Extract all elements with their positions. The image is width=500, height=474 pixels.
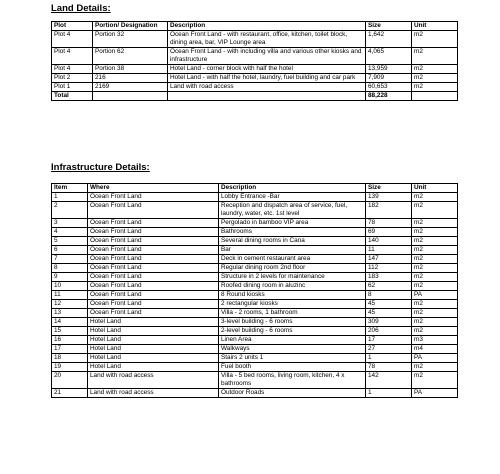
table-cell (93, 92, 168, 101)
cell-col-1: 5 (52, 237, 88, 246)
cell-col-1: 1 (52, 193, 88, 202)
cell-col-4: 7,909 (366, 74, 412, 83)
land-heading: Land Details: (51, 3, 111, 14)
cell-col-1: 9 (52, 273, 88, 282)
cell-col-3: Roofed dining room in aluzinc (219, 282, 366, 291)
cell-col-5: m3 (412, 336, 458, 345)
table-row (52, 291, 458, 300)
table-row (52, 309, 458, 318)
cell-col-1: 18 (52, 354, 88, 363)
cell-col-3: Hotel Land - corner block with half the hotel (168, 65, 366, 74)
cell-col-4: 112 (366, 264, 412, 273)
cell-col-3: Bathrooms (219, 228, 366, 237)
cell-col-4: 45 (366, 309, 412, 318)
cell-col-2: Hotel Land (88, 336, 219, 345)
cell-col-4: 17 (366, 336, 412, 345)
cell-col-2: 2169 (93, 83, 168, 92)
cell-col-2: Portion 62 (93, 48, 168, 65)
cell-col-1: 21 (52, 389, 88, 398)
table-row (52, 31, 458, 48)
infrastructure-details-table (51, 183, 458, 398)
cell-col-2: Ocean Front Land (88, 202, 219, 219)
cell-col-4: 27 (366, 345, 412, 354)
cell-col-2: Hotel Land (88, 354, 219, 363)
header-plot: Plot (52, 22, 93, 31)
total-label: Total (52, 92, 93, 101)
cell-col-5: m2 (412, 219, 458, 228)
table-row (52, 282, 458, 291)
cell-col-2: Ocean Front Land (88, 228, 219, 237)
total-value: 88,228 (366, 92, 412, 101)
cell-col-4: 206 (366, 327, 412, 336)
cell-col-2: 216 (93, 74, 168, 83)
cell-col-5: m2 (412, 193, 458, 202)
table-row (52, 363, 458, 372)
cell-col-4: 4,065 (366, 48, 412, 65)
cell-col-3: Several dining rooms in Cana (219, 237, 366, 246)
cell-col-3: 3-level building - 6 rooms (219, 318, 366, 327)
cell-col-4: 1,642 (366, 31, 412, 48)
cell-col-2: Ocean Front Land (88, 282, 219, 291)
cell-col-3: Lobby Entrance -Bar (219, 193, 366, 202)
table-row (52, 202, 458, 219)
cell-col-3: Regular dining room 2nd floor (219, 264, 366, 273)
table-row (52, 389, 458, 398)
cell-col-3: 2 rectangular kiosks (219, 300, 366, 309)
infrastructure-heading: Infrastructure Details: (51, 162, 150, 173)
cell-col-5: m2 (412, 237, 458, 246)
cell-col-5: m2 (412, 48, 458, 65)
cell-col-5: m2 (412, 246, 458, 255)
cell-col-4: 182 (366, 202, 412, 219)
header-description: Description (219, 184, 366, 193)
cell-col-2: Ocean Front Land (88, 219, 219, 228)
cell-col-4: 147 (366, 255, 412, 264)
cell-col-2: Hotel Land (88, 363, 219, 372)
cell-col-1: 10 (52, 282, 88, 291)
cell-col-4: 142 (366, 372, 412, 389)
cell-col-3: Walkways (219, 345, 366, 354)
table-row (52, 327, 458, 336)
header-portion: Portion/ Designation (93, 22, 168, 31)
cell-col-5: m2 (412, 74, 458, 83)
cell-col-3: Structure in 2 levels for maintenance (219, 273, 366, 282)
header-description: Description (168, 22, 366, 31)
cell-col-4: 140 (366, 237, 412, 246)
total-row (52, 92, 458, 101)
cell-col-2: Portion 38 (93, 65, 168, 74)
cell-col-3: Stairs 2 units 1 (219, 354, 366, 363)
header-where: Where (88, 184, 219, 193)
cell-col-4: 78 (366, 219, 412, 228)
cell-col-4: 139 (366, 193, 412, 202)
cell-col-3: Ocean Front Land - with restaurant, office, kitchen, toilet block, dining area, bar, VIP Lounge area (168, 31, 366, 48)
table-row (52, 345, 458, 354)
cell-col-5: m2 (412, 309, 458, 318)
cell-col-3: Hotel Land - with half the hotel, laundry, fuel building and car park (168, 74, 366, 83)
cell-col-5: m2 (412, 255, 458, 264)
table-header-row (52, 184, 458, 193)
cell-col-2: Ocean Front Land (88, 291, 219, 300)
cell-col-2: Land with road access (88, 372, 219, 389)
cell-col-2: Ocean Front Land (88, 309, 219, 318)
cell-col-5: m2 (412, 264, 458, 273)
cell-col-3: Land with road access (168, 83, 366, 92)
cell-col-3: Deck in cement restaurant area (219, 255, 366, 264)
table-row (52, 74, 458, 83)
table-row (52, 193, 458, 202)
cell-col-5: PA (412, 291, 458, 300)
table-cell (412, 92, 458, 101)
cell-col-5: m2 (412, 282, 458, 291)
cell-col-5: m2 (412, 363, 458, 372)
cell-col-5: m2 (412, 83, 458, 92)
cell-col-4: 69 (366, 228, 412, 237)
cell-col-5: m2 (412, 273, 458, 282)
cell-col-1: 11 (52, 291, 88, 300)
cell-col-5: m2 (412, 327, 458, 336)
land-details-table (51, 21, 458, 101)
cell-col-3: 2-level building - 6 rooms (219, 327, 366, 336)
cell-col-1: 2 (52, 202, 88, 219)
header-unit: Unit (412, 184, 458, 193)
cell-col-2: Hotel Land (88, 345, 219, 354)
cell-col-1: 7 (52, 255, 88, 264)
table-row (52, 237, 458, 246)
cell-col-2: Ocean Front Land (88, 237, 219, 246)
cell-col-1: Plot 4 (52, 48, 93, 65)
table-row (52, 246, 458, 255)
cell-col-1: Plot 4 (52, 31, 93, 48)
table-row (52, 264, 458, 273)
cell-col-2: Ocean Front Land (88, 255, 219, 264)
cell-col-5: m2 (412, 65, 458, 74)
cell-col-4: 183 (366, 273, 412, 282)
table-row (52, 48, 458, 65)
cell-col-4: 60,653 (366, 83, 412, 92)
cell-col-4: 1 (366, 354, 412, 363)
cell-col-3: Reception and dispatch area of service, fuel, laundry, water, etc. 1st level (219, 202, 366, 219)
cell-col-5: m2 (412, 318, 458, 327)
cell-col-1: Plot 4 (52, 65, 93, 74)
table-row (52, 219, 458, 228)
header-size: Size (366, 184, 412, 193)
header-size: Size (366, 22, 412, 31)
cell-col-1: 4 (52, 228, 88, 237)
cell-col-4: 45 (366, 300, 412, 309)
cell-col-1: 17 (52, 345, 88, 354)
cell-col-4: 78 (366, 363, 412, 372)
cell-col-1: 14 (52, 318, 88, 327)
cell-col-1: 19 (52, 363, 88, 372)
cell-col-3: Fuel booth (219, 363, 366, 372)
cell-col-2: Ocean Front Land (88, 264, 219, 273)
cell-col-1: 12 (52, 300, 88, 309)
cell-col-2: Ocean Front Land (88, 300, 219, 309)
cell-col-3: 8 Round kiosks (219, 291, 366, 300)
cell-col-5: m2 (412, 372, 458, 389)
table-header-row (52, 22, 458, 31)
cell-col-3: Linen Area (219, 336, 366, 345)
table-row (52, 83, 458, 92)
cell-col-5: m4 (412, 345, 458, 354)
cell-col-5: m2 (412, 31, 458, 48)
cell-col-3: Villa - 5 bed rooms, living room, kitchen, 4 x bathrooms (219, 372, 366, 389)
cell-col-2: Land with road access (88, 389, 219, 398)
cell-col-2: Ocean Front Land (88, 246, 219, 255)
cell-col-3: Villa - 2 rooms, 1 bathroom (219, 309, 366, 318)
cell-col-2: Ocean Front Land (88, 273, 219, 282)
cell-col-2: Hotel Land (88, 318, 219, 327)
cell-col-1: 3 (52, 219, 88, 228)
cell-col-1: 6 (52, 246, 88, 255)
header-unit: Unit (412, 22, 458, 31)
cell-col-5: m2 (412, 202, 458, 219)
cell-col-4: 62 (366, 282, 412, 291)
cell-col-4: 13,959 (366, 65, 412, 74)
cell-col-1: 16 (52, 336, 88, 345)
table-row (52, 255, 458, 264)
cell-col-4: 309 (366, 318, 412, 327)
table-row (52, 228, 458, 237)
table-row (52, 318, 458, 327)
table-row (52, 300, 458, 309)
cell-col-3: Pergolado in bamboo VIP area (219, 219, 366, 228)
cell-col-2: Portion 32 (93, 31, 168, 48)
cell-col-4: 11 (366, 246, 412, 255)
cell-col-3: Bar (219, 246, 366, 255)
cell-col-2: Ocean Front Land (88, 193, 219, 202)
table-row (52, 273, 458, 282)
cell-col-1: 20 (52, 372, 88, 389)
table-row (52, 336, 458, 345)
table-cell (168, 92, 366, 101)
cell-col-1: Plot 2 (52, 74, 93, 83)
cell-col-1: 15 (52, 327, 88, 336)
cell-col-5: PA (412, 354, 458, 363)
table-row (52, 372, 458, 389)
cell-col-1: 8 (52, 264, 88, 273)
cell-col-5: m2 (412, 228, 458, 237)
cell-col-3: Outdoor Roads (219, 389, 366, 398)
header-item: Item (52, 184, 88, 193)
table-row (52, 354, 458, 363)
cell-col-3: Ocean Front Land - with including villa and various other kiosks and infrastructure (168, 48, 366, 65)
cell-col-4: 8 (366, 291, 412, 300)
cell-col-2: Hotel Land (88, 327, 219, 336)
cell-col-1: 13 (52, 309, 88, 318)
cell-col-4: 1 (366, 389, 412, 398)
table-row (52, 65, 458, 74)
cell-col-5: PA (412, 389, 458, 398)
cell-col-1: Plot 1 (52, 83, 93, 92)
cell-col-5: m2 (412, 300, 458, 309)
